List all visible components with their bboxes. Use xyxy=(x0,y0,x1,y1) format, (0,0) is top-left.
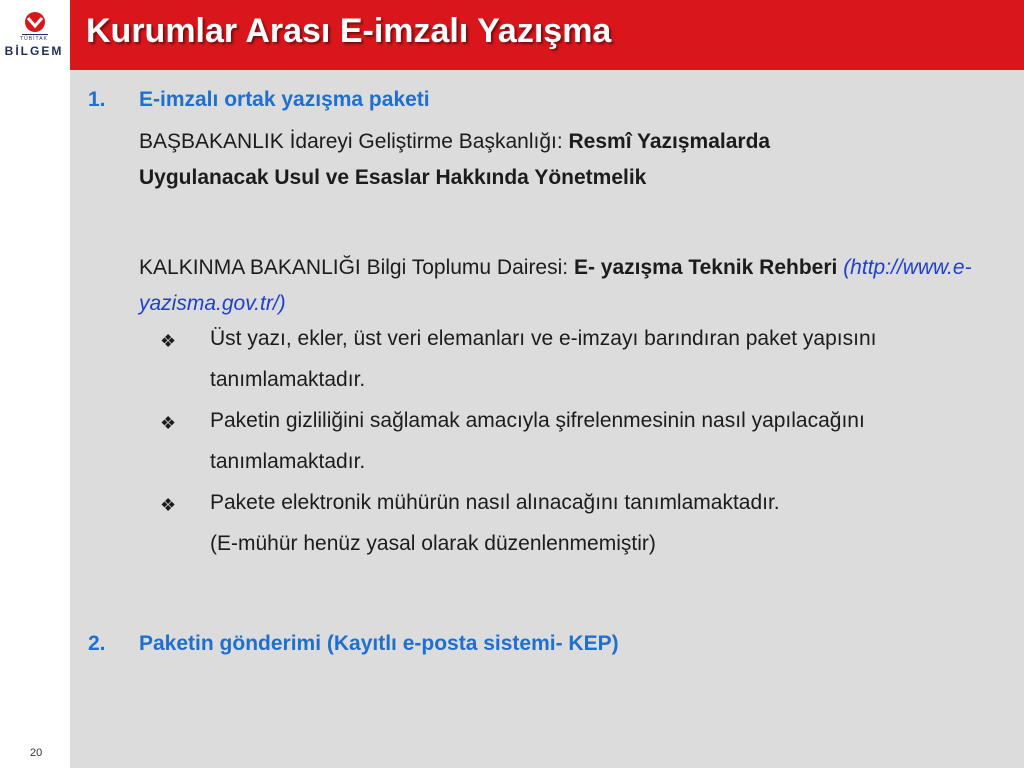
item-heading-1: E-imzalı ortak yazışma paketi xyxy=(139,88,430,111)
left-strip xyxy=(0,0,70,768)
item-heading-2: Paketin gönderimi (Kayıtlı e-posta sistemi- KEP) xyxy=(139,632,619,655)
paragraph-basbakanlik xyxy=(139,124,859,196)
slide-title: Kurumlar Arası E-imzalı Yazışma xyxy=(86,12,612,50)
paragraph-kalkinma xyxy=(139,250,979,322)
four-diamond-icon: ❖ xyxy=(160,331,177,351)
bullet-item-2: Paketin gizliliğini sağlamak amacıyla şifrelenmesinin nasıl yapılacağını tanımlamaktadır. xyxy=(210,409,865,473)
four-diamond-icon: ❖ xyxy=(160,495,177,515)
page-number: 20 xyxy=(30,747,43,759)
paragraph-kalkinma-plain: KALKINMA BAKANLIĞI Bilgi Toplumu Dairesi: xyxy=(139,256,574,279)
four-diamond-icon: ❖ xyxy=(160,413,177,433)
paragraph-kalkinma-bold: E- yazışma Teknik Rehberi xyxy=(573,256,838,279)
item-number-1: 1. xyxy=(88,88,106,111)
logo-word: BİLGEM xyxy=(4,44,64,58)
bullet-item-3: Pakete elektronik mühürün nasıl alınacağını tanımlamaktadır. (E-mühür henüz yasal olarak düzenlenmemiştir) xyxy=(210,491,780,555)
paragraph-basbakanlik-plain: BAŞBAKANLIK İdareyi Geliştirme Başkanlığı: xyxy=(139,130,569,153)
logo-top-text: TÜBİTAK xyxy=(20,36,48,42)
e-yazisma-link[interactable]: (http://www.e-yazisma.gov.tr/) xyxy=(139,256,972,315)
paragraph-basbakanlik-bold: Resmî Yazışmalarda Uygulanacak Usul ve Esaslar Hakkında Yönetmelik xyxy=(139,130,771,189)
bullet-item-1: Üst yazı, ekler, üst veri elemanları ve e-imzayı barındıran paket yapısını tanımlamaktadır. xyxy=(210,327,877,391)
item-number-2: 2. xyxy=(88,632,106,655)
